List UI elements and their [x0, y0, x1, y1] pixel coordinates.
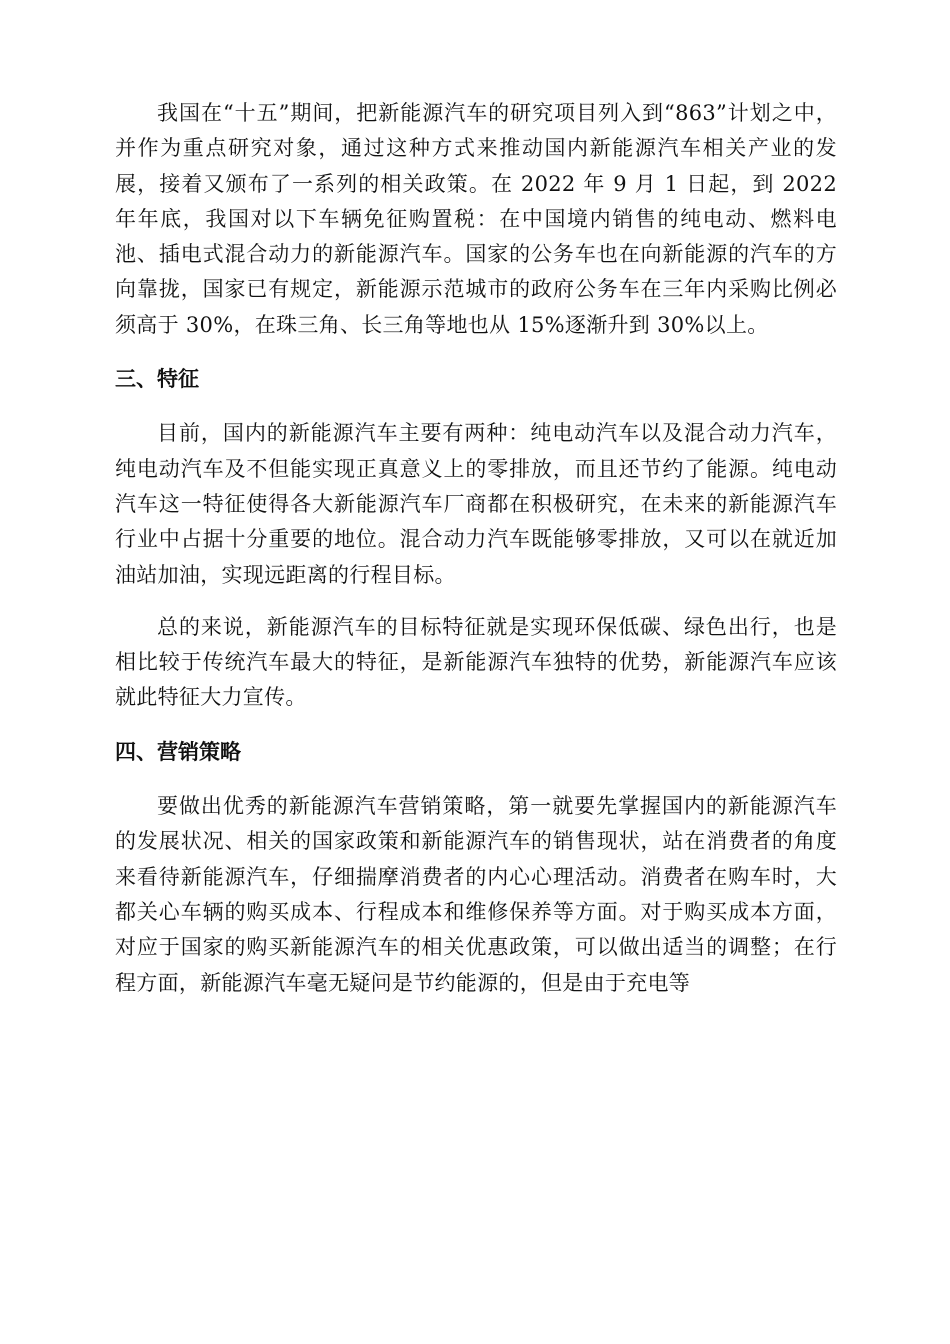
paragraph-policy: 我国在“十五”期间，把新能源汽车的研究项目列入到“863”计划之中，并作为重点研究对象，通过这种方式来推动国内新能源汽车相关产业的发展，接着又颁布了一系列的相关政策。在 2022 年 9 月 1 日起，到 2022 年年底，我国对以下车辆免征购置税：在中国境内销售的纯电动、燃料电池、插电式混合动力的新能源汽车。国家的公务车也在向新能源的汽车的方向靠拢，国家已有规定，新能源示范城市的政府公务车在三年内采购比例必须高于 30%，在珠三角、长三角等地也从 15%逐渐升到 30%以上。 [115, 101, 837, 337]
section-heading-features: 三、特征 [115, 367, 199, 392]
paragraph-features: 目前，国内的新能源汽车主要有两种：纯电动汽车以及混合动力汽车，纯电动汽车及不但能实现正真意义上的零排放，而且还节约了能源。纯电动汽车这一特征使得各大新能源汽车厂商都在积极研究，在未来的新能源汽车行业中占据十分重要的地位。混合动力汽车既能够零排放，又可以在就近加油站加油，实现远距离的行程目标。 [115, 421, 837, 587]
spacer [115, 770, 837, 789]
paragraph-marketing: 要做出优秀的新能源汽车营销策略，第一就要先掌握国内的新能源汽车的发展状况、相关的国家政策和新能源汽车的销售现状，站在消费者的角度来看待新能源汽车，仔细揣摩消费者的内心心理活动。消费者在购车时，大都关心车辆的购买成本、行程成本和维修保养等方面。对于购买成本方面，对应于国家的购买新能源汽车的相关优惠政策，可以做出适当的调整；在行程方面，新能源汽车毫无疑问是节约能源的，但是由于充电等 [115, 794, 837, 995]
section-heading-marketing: 四、营销策略 [115, 739, 241, 764]
spacer [115, 716, 837, 735]
spacer [115, 343, 837, 362]
spacer [115, 593, 837, 610]
paragraph-summary: 总的来说，新能源汽车的目标特征就是实现环保低碳、绿色出行，也是相比较于传统汽车最大的特征，是新能源汽车独特的优势，新能源汽车应该就此特征大力宣传。 [115, 614, 837, 710]
document-page [115, 96, 837, 1001]
spacer [115, 397, 837, 416]
